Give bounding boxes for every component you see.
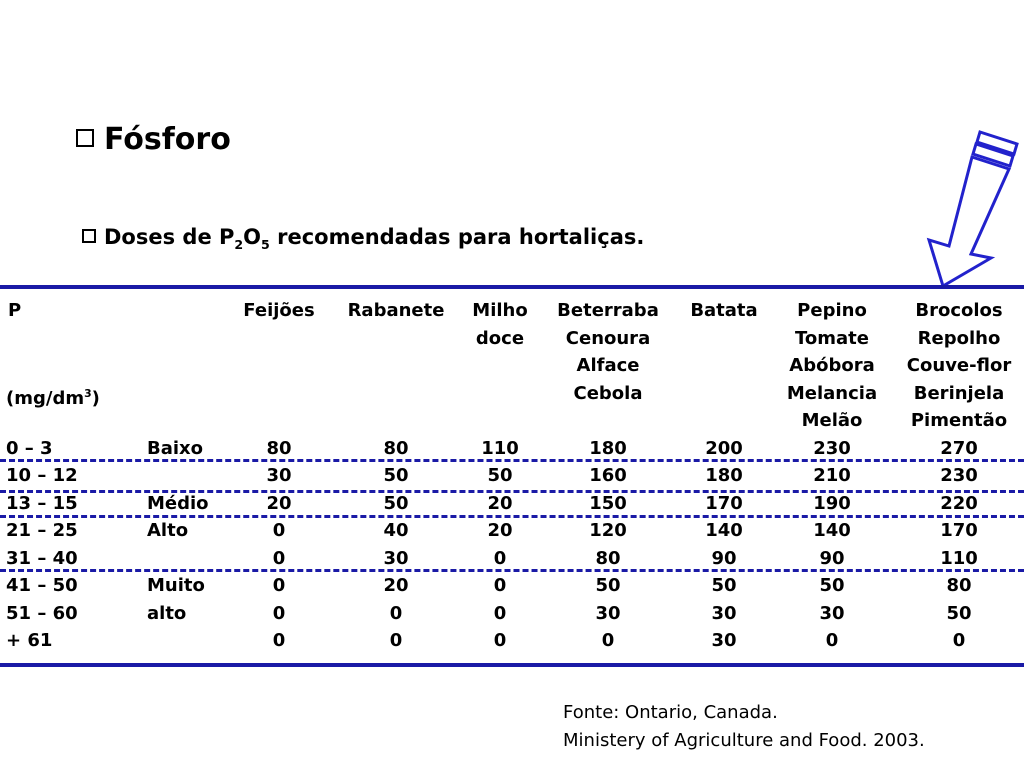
value-cell: 0 (493, 602, 507, 624)
value-cell: 50 (711, 575, 737, 596)
header-line: Abóbora (789, 355, 875, 376)
source-line-1: Fonte: Ontario, Canada. (563, 702, 778, 723)
header-line: Alface (576, 355, 640, 376)
value-cell: 120 (589, 520, 627, 541)
class-cell: alto (147, 602, 187, 624)
value-cell: 140 (813, 520, 851, 541)
slide-subtitle (82, 225, 644, 252)
header-line: Melão (801, 410, 863, 431)
value-cell: 0 (493, 630, 507, 651)
checkbox-square-icon (82, 229, 96, 243)
value-cell: 110 (940, 547, 978, 569)
header-line: Tomate (795, 327, 869, 349)
value-cell: 0 (272, 630, 286, 651)
header-line: Brocolos (915, 300, 1003, 321)
class-cell: Alto (147, 520, 189, 541)
value-cell: 170 (940, 520, 978, 541)
value-cell: 0 (389, 602, 403, 624)
header-line: Batata (690, 300, 758, 321)
checkbox-square-icon (76, 129, 94, 147)
subtitle-suffix: recomendadas para hortaliças. (269, 225, 645, 249)
value-cell: 0 (389, 630, 403, 651)
value-cell: 170 (705, 492, 743, 514)
subtitle-prefix: Doses de P (104, 225, 235, 249)
slide-title-text: Fósforo (104, 122, 231, 157)
value-cell: 230 (813, 437, 851, 459)
value-cell: 50 (946, 602, 972, 624)
value-cell: 50 (819, 575, 845, 596)
header-line: Melancia (786, 382, 878, 404)
subtitle-sub1: 2 (234, 237, 244, 253)
class-cell: Baixo (147, 437, 204, 459)
range-cell: 31 – 40 (6, 547, 78, 569)
value-cell: 50 (383, 492, 409, 514)
header-line: Berinjela (913, 382, 1005, 404)
table-top-rule (0, 285, 1024, 289)
value-cell: 20 (266, 492, 292, 514)
value-cell: 180 (589, 437, 627, 459)
header-col-3 (472, 297, 527, 352)
source-line-2: Ministery of Agriculture and Food. 2003. (563, 730, 925, 751)
header-unit-sup: 3 (84, 387, 92, 400)
value-cell: 30 (819, 602, 845, 624)
header-line: Feijões (243, 300, 315, 321)
header-line: Beterraba (557, 300, 659, 321)
header-line: Cenoura (565, 327, 651, 349)
header-col-5 (690, 297, 757, 325)
value-cell: 80 (383, 437, 409, 459)
header-line: Cebola (573, 382, 643, 404)
header-unit-suffix: ) (91, 388, 100, 409)
range-cell: 41 – 50 (6, 575, 78, 596)
value-cell: 0 (601, 630, 615, 651)
value-cell: 0 (493, 547, 507, 569)
value-cell: 150 (589, 492, 627, 514)
header-unit (6, 380, 100, 413)
value-cell: 50 (383, 465, 409, 486)
header-line: doce (475, 327, 525, 349)
value-cell: 270 (940, 437, 978, 459)
range-cell: 51 – 60 (6, 602, 78, 624)
subtitle-mid: O (243, 225, 262, 249)
table-bottom-rule (0, 663, 1024, 667)
header-line: Repolho (917, 327, 1001, 349)
value-cell: 80 (266, 437, 292, 459)
value-cell: 80 (946, 575, 972, 596)
value-cell: 230 (940, 465, 978, 486)
value-cell: 0 (272, 575, 286, 596)
value-cell: 0 (272, 520, 286, 541)
header-line: Milho (472, 300, 528, 321)
header-line: Pepino (797, 300, 867, 321)
value-cell: 180 (705, 465, 743, 486)
header-line: Pimentão (910, 410, 1008, 431)
value-cell: 160 (589, 465, 627, 486)
value-cell: 30 (711, 602, 737, 624)
value-cell: 40 (383, 520, 409, 541)
subtitle-sub2: 5 (261, 237, 270, 253)
down-left-arrow-icon (925, 130, 1020, 290)
value-cell: 110 (481, 437, 519, 459)
value-cell: 0 (493, 575, 507, 596)
value-cell: 50 (487, 465, 513, 486)
value-cell: 200 (705, 437, 743, 459)
header-unit-prefix: (mg/dm (6, 388, 85, 409)
range-cell: + 61 (6, 630, 53, 651)
value-cell: 30 (266, 465, 292, 486)
value-cell: 0 (825, 630, 839, 651)
header-col-7 (907, 297, 1011, 435)
value-cell: 140 (705, 520, 743, 541)
value-cell: 190 (813, 492, 851, 514)
value-cell: 0 (952, 630, 966, 651)
source-note (563, 699, 925, 755)
value-cell: 220 (940, 492, 978, 514)
value-cell: 50 (595, 575, 621, 596)
class-cell: Muito (147, 575, 205, 596)
value-cell: 90 (711, 547, 737, 569)
slide-title (76, 122, 231, 157)
value-cell: 210 (813, 465, 851, 486)
range-cell: 13 – 15 (6, 492, 78, 514)
value-cell: 20 (487, 520, 513, 541)
header-line: Couve-flor (906, 355, 1012, 376)
value-cell: 90 (819, 547, 845, 569)
header-p: P (8, 300, 22, 321)
header-col-1 (243, 297, 314, 325)
range-cell: 0 – 3 (6, 437, 53, 459)
header-line: Rabanete (347, 300, 445, 321)
header-col-4 (557, 297, 659, 407)
value-cell: 30 (383, 547, 409, 569)
value-cell: 80 (595, 547, 621, 569)
value-cell: 20 (383, 575, 409, 596)
value-cell: 0 (272, 547, 286, 569)
value-cell: 0 (272, 602, 286, 624)
header-col-6 (787, 297, 877, 435)
value-cell: 20 (487, 492, 513, 514)
value-cell: 30 (711, 630, 737, 651)
class-cell: Médio (147, 492, 209, 514)
value-cell: 30 (595, 602, 621, 624)
range-cell: 10 – 12 (6, 465, 78, 486)
range-cell: 21 – 25 (6, 520, 78, 541)
header-col-2 (348, 297, 445, 325)
